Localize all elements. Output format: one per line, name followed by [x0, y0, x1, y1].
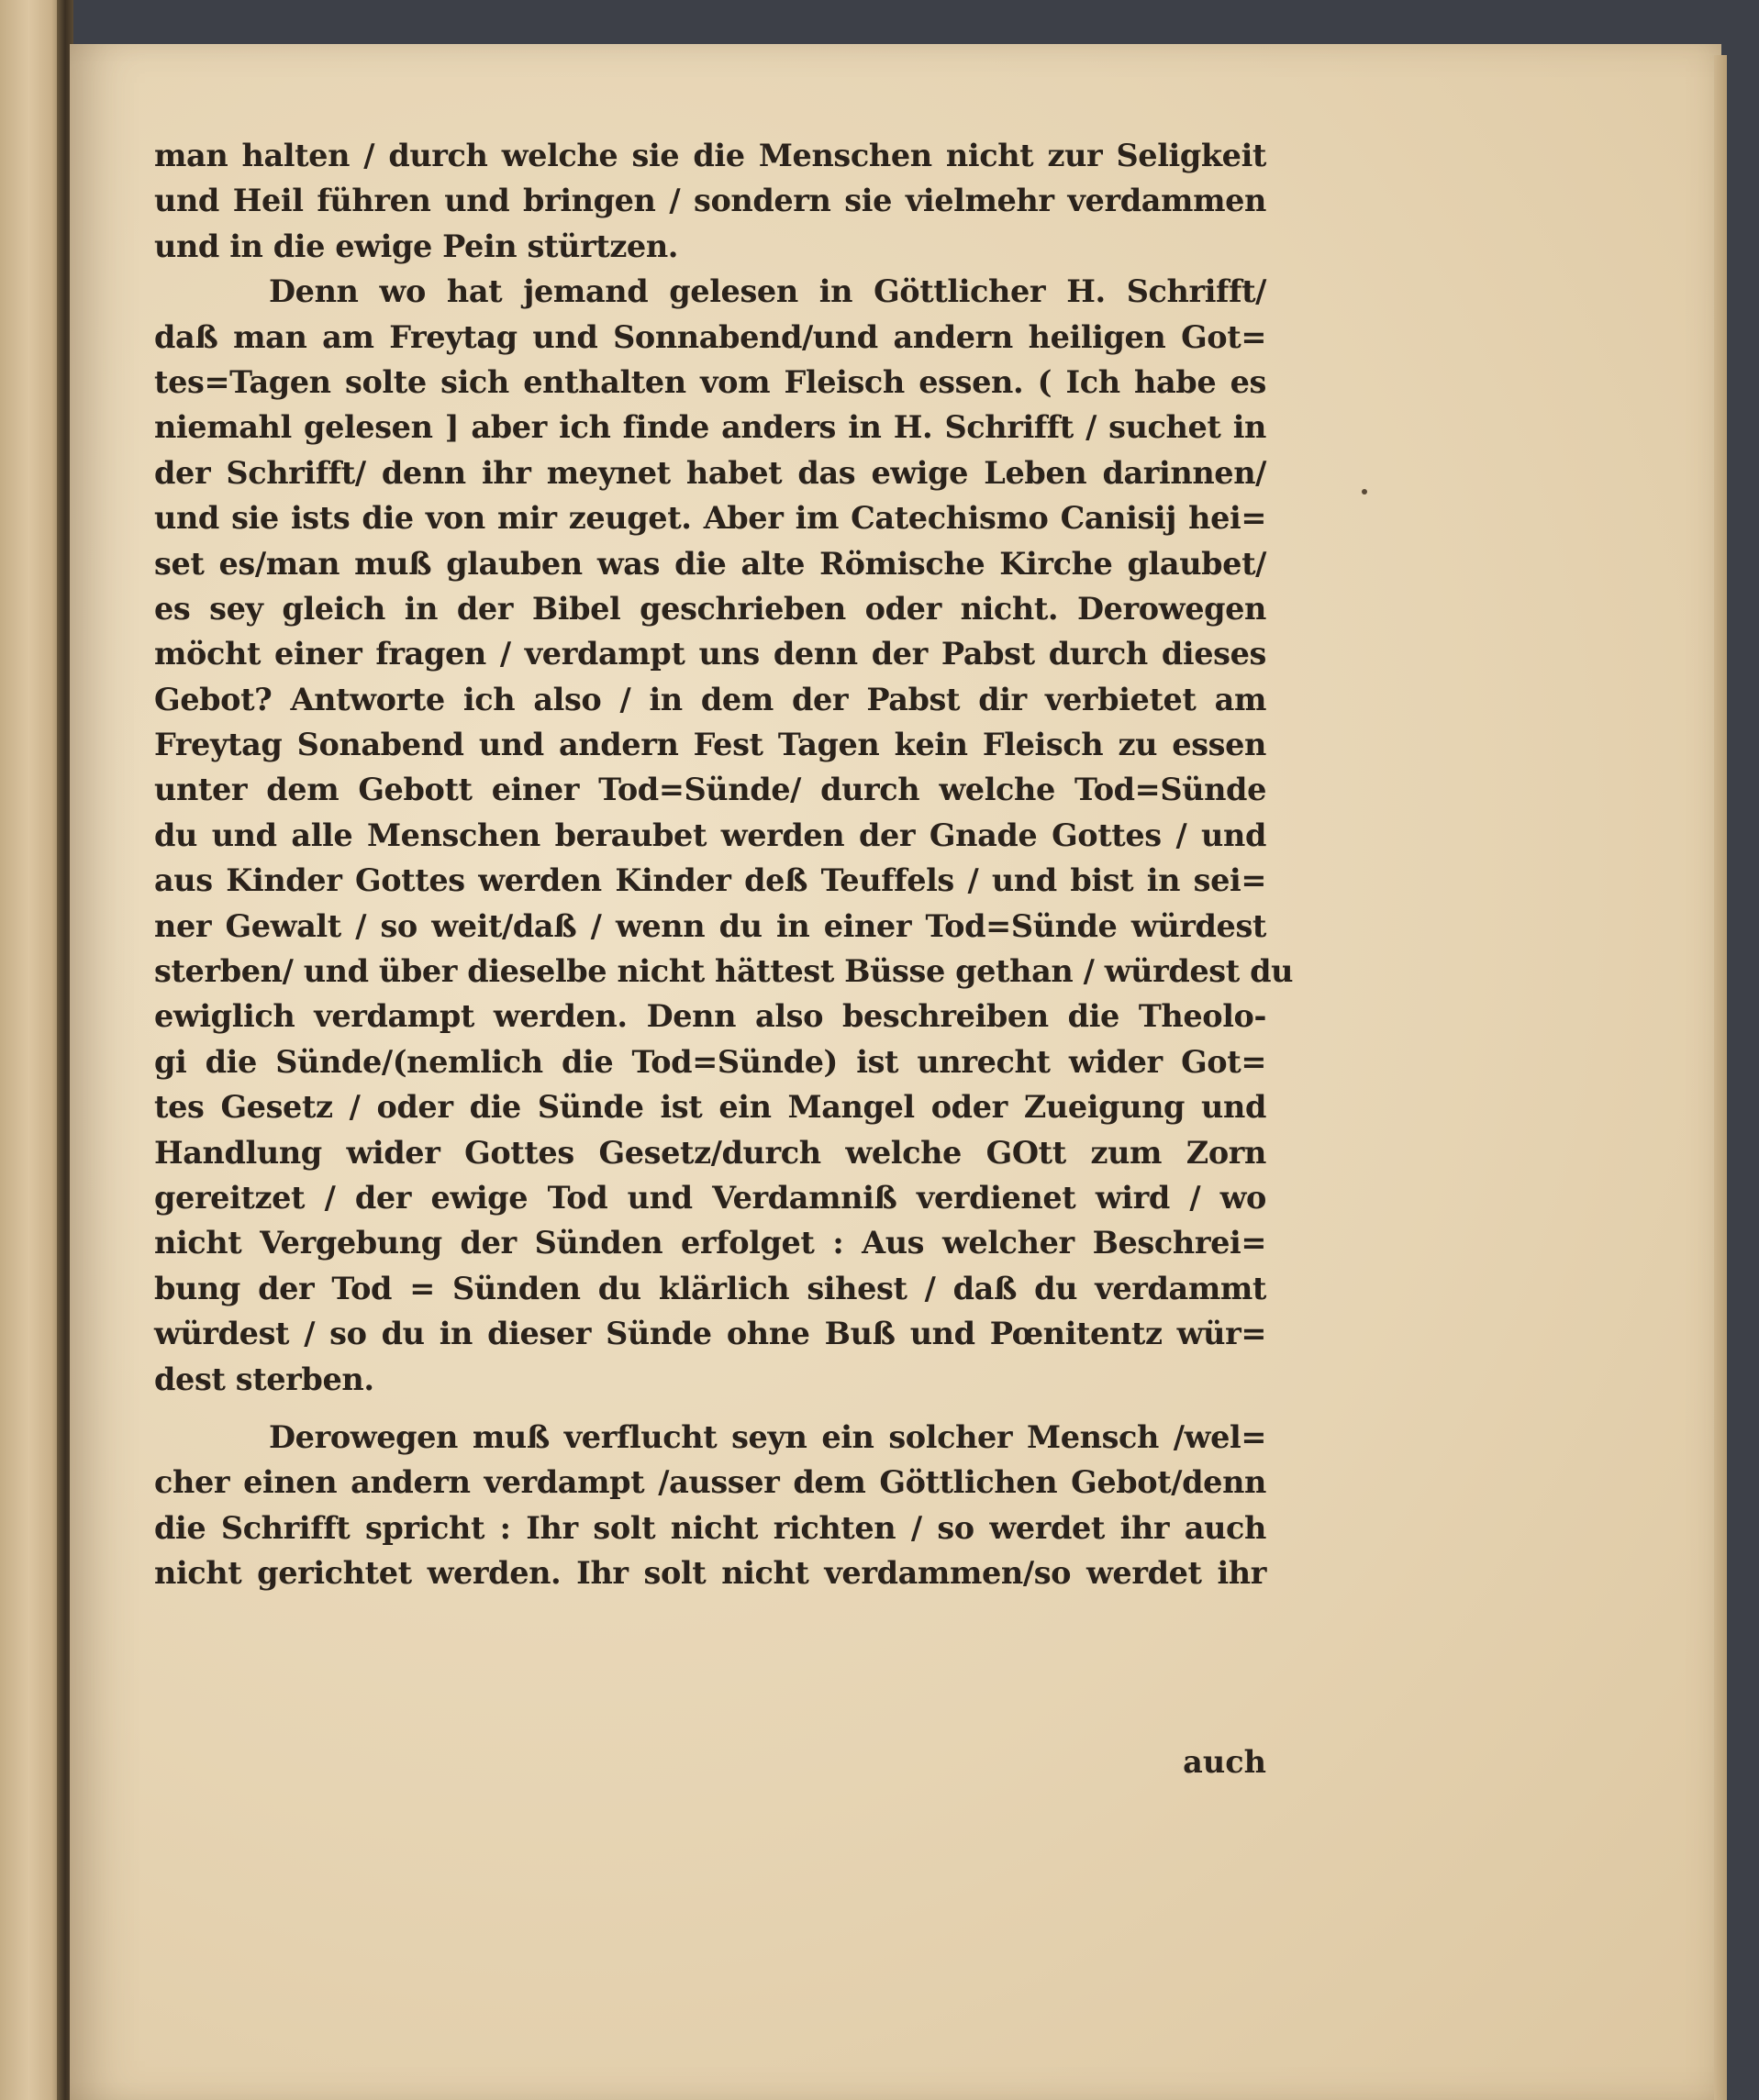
text-line: würdest / so du in dieser Sünde ohne Buß und Pœnitentz wür=	[154, 1316, 1266, 1352]
text-line: aus Kinder Gottes werden Kinder deß Teuffels / und bist in sei=	[154, 862, 1266, 899]
text-line: unter dem Gebott einer Tod=Sünde/ durch welche Tod=Sünde	[154, 772, 1266, 808]
text-line: Freytag Sonabend und andern Fest Tagen kein Fleisch zu essen	[154, 727, 1266, 763]
left-page-edge	[0, 0, 64, 2100]
text-line: es sey gleich in der Bibel geschrieben oder nicht. Derowegen	[154, 590, 1266, 627]
text-line: daß man am Freytag und Sonnabend/und andern heiligen Got=	[154, 318, 1266, 355]
text-line: man halten / durch welche sie die Menschen nicht zur Seligkeit	[154, 138, 1266, 173]
text-line: tes=Tagen solte sich enthalten vom Fleisch essen. ( Ich habe es	[154, 363, 1266, 400]
text-line: nicht gerichtet werden. Ihr solt nicht verdammen/so werdet ihr	[154, 1555, 1266, 1592]
paragraph-start-line: Denn wo hat jemand gelesen in Göttlicher H. Schrifft/	[269, 273, 1266, 310]
text-line: cher einen andern verdampt /ausser dem Göttlichen Gebot/denn	[154, 1464, 1266, 1501]
text-line: ewiglich verdampt werden. Denn also beschreiben die Theolo-	[154, 998, 1266, 1035]
text-line: Handlung wider Gottes Gesetz/durch welche GOtt zum Zorn	[154, 1134, 1266, 1171]
text-line: gi die Sünde/(nemlich die Tod=Sünde) ist unrecht wider Got=	[154, 1043, 1266, 1080]
text-line: und in die ewige Pein stürtzen.	[154, 228, 679, 264]
ink-dot	[1362, 489, 1367, 494]
text-line: tes Gesetz / oder die Sünde ist ein Mangel oder Zueigung und	[154, 1089, 1266, 1126]
text-line: möcht einer fragen / verdampt uns denn der Pabst durch dieses	[154, 636, 1266, 672]
text-line: die Schrifft spricht : Ihr solt nicht richten / so werdet ihr auch	[154, 1509, 1266, 1546]
text-line: dest sterben.	[154, 1361, 374, 1397]
text-line: set es/man muß glauben was die alte Römische Kirche glaubet/	[154, 545, 1266, 582]
text-line: der Schrifft/ denn ihr meynet habet das ewige Leben darinnen/	[154, 454, 1266, 491]
paragraph-start-line: Derowegen muß verflucht seyn ein solcher Mensch /wel=	[269, 1418, 1266, 1455]
text-line: du und alle Menschen beraubet werden der Gnade Gottes / und	[154, 817, 1266, 853]
text-line: sterben/ und über dieselbe nicht hättest Büsse gethan / würdest du	[154, 953, 1294, 990]
page-stack-edge	[1714, 55, 1727, 2100]
body-text	[154, 133, 1294, 1596]
text-line: bung der Tod = Sünden du klärlich sihest / daß du verdammt	[154, 1270, 1266, 1306]
text-line: ner Gewalt / so weit/daß / wenn du in einer Tod=Sünde würdest	[154, 907, 1266, 944]
text-line: und Heil führen und bringen / sondern sie vielmehr verdammen	[154, 183, 1266, 219]
text-line: nicht Vergebung der Sünden erfolget : Aus welcher Beschrei=	[154, 1225, 1266, 1261]
text-line: Gebot? Antworte ich also / in dem der Pabst dir verbietet am	[154, 681, 1266, 717]
text-line: gereitzet / der ewige Tod und Verdamniß verdienet wird / wo	[154, 1179, 1266, 1216]
text-line: und sie ists die von mir zeuget. Aber im Catechismo Canisij hei=	[154, 500, 1266, 537]
text-line: niemahl gelesen ] aber ich finde anders in H. Schrifft / suchet in	[154, 409, 1266, 446]
catchword: auch	[1183, 1744, 1266, 1780]
